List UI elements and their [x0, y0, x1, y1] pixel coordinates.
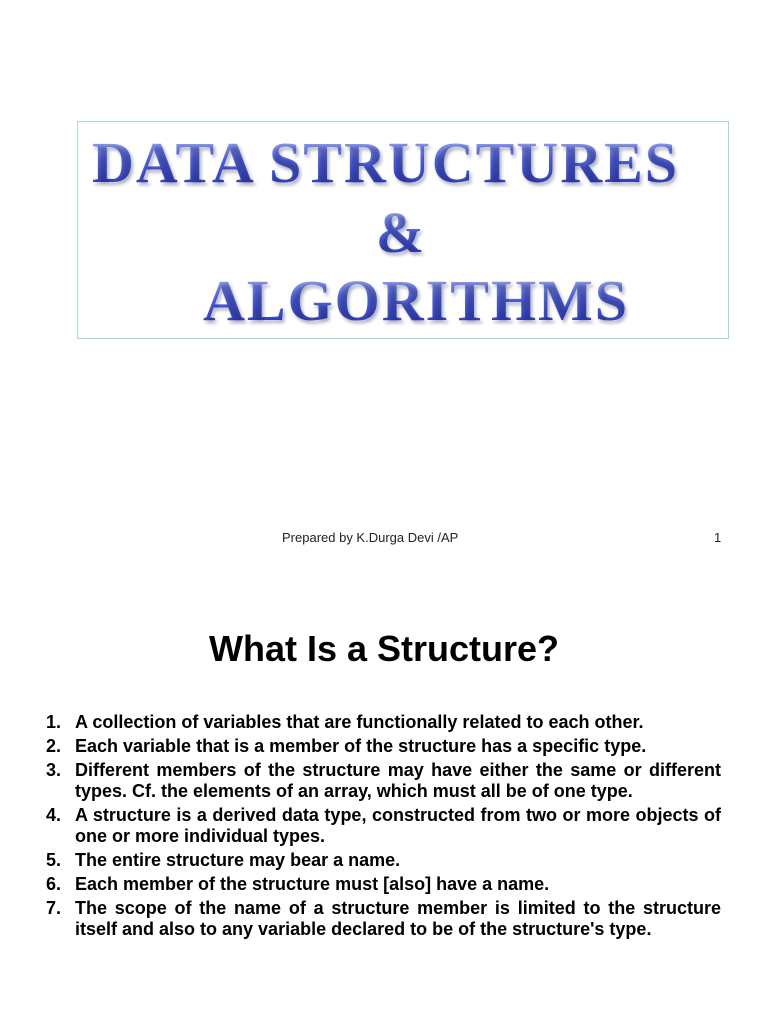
list-item: [46, 712, 721, 733]
list-item: [46, 760, 721, 802]
list-item: [46, 850, 721, 871]
title-banner: [77, 121, 729, 339]
list-item-number: 5.: [46, 850, 62, 870]
title-line-data-structures: DATA STRUCTURES: [78, 134, 728, 192]
list-item: [46, 874, 721, 895]
list-item-text: The scope of the name of a structure member is limited to the structure itself and also to any variable declared to be of the structure's type.: [75, 898, 721, 939]
title-line-algorithms: ALGORITHMS: [78, 272, 728, 330]
list-item-text: Different members of the structure may have either the same or different types. Cf. the elements of an array, which must all be of one type.: [75, 760, 721, 801]
list-item-text: The entire structure may bear a name.: [75, 850, 401, 870]
title-line-ampersand: &: [76, 204, 726, 262]
definition-list: [46, 712, 721, 943]
list-item-number: 3.: [46, 760, 62, 780]
list-item-number: 6.: [46, 874, 62, 894]
list-item-text: Each variable that is a member of the structure has a specific type.: [75, 736, 647, 756]
list-item-number: 4.: [46, 805, 62, 825]
list-item-text: A structure is a derived data type, constructed from two or more objects of one or more individual types.: [75, 805, 721, 846]
list-item-text: A collection of variables that are functionally related to each other.: [75, 712, 644, 732]
slide-title: What Is a Structure?: [208, 628, 560, 669]
list-item-text: Each member of the structure must [also] have a name.: [75, 874, 550, 894]
list-item: [46, 736, 721, 757]
list-item-number: 7.: [46, 898, 62, 918]
list-item: [46, 805, 721, 847]
list-item-number: 1.: [46, 712, 62, 732]
list-item: [46, 898, 721, 940]
list-item-number: 2.: [46, 736, 62, 756]
page-number: 1: [714, 530, 722, 545]
footer-author: Prepared by K.Durga Devi /AP: [282, 530, 459, 545]
